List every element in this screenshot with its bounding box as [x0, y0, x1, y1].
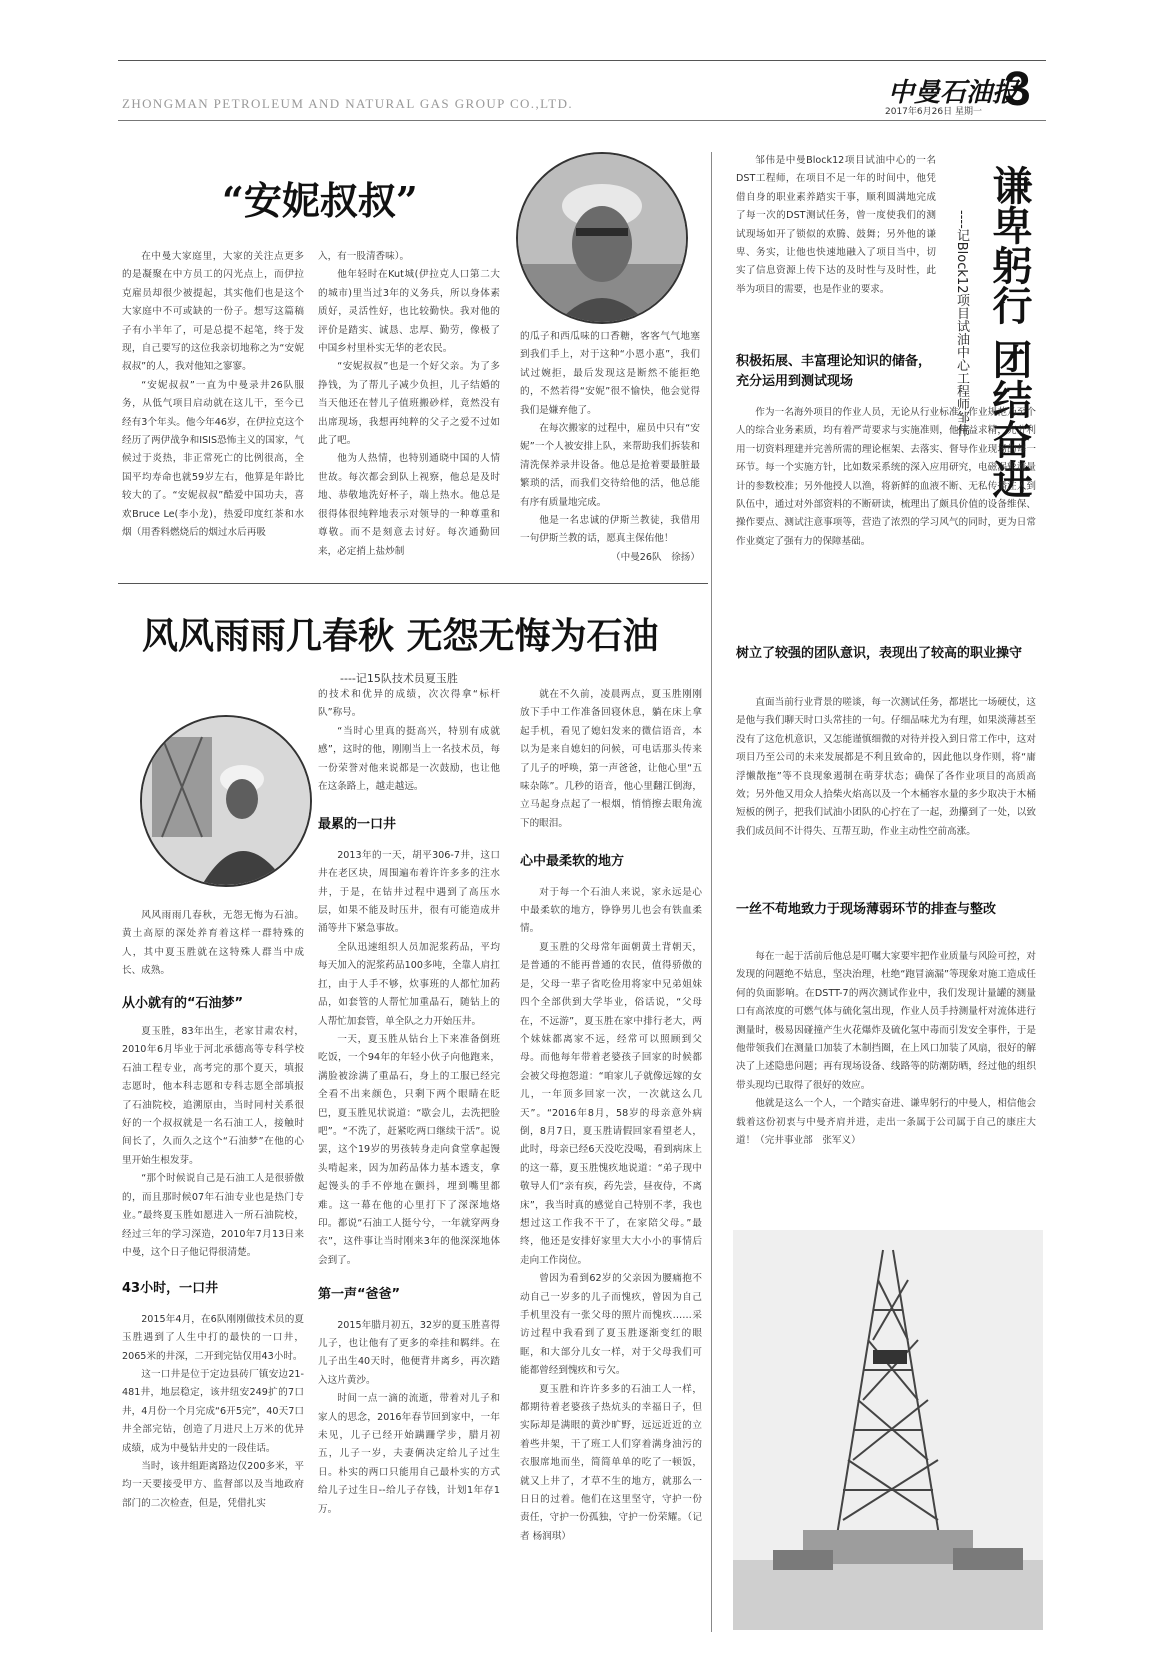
article1-col3 — [520, 328, 700, 567]
paragraph: 当时，该井组距离路边仅200多米，平均一天要接受甲方、监督部以及当地政府部门的二次检查，但是，凭借扎实 — [122, 1460, 304, 1509]
article3-intro — [736, 152, 936, 299]
article3-heading-1: 积极拓展、丰富理论知识的储备，充分运用到测试现场 — [736, 354, 932, 389]
paragraph: 他是一名忠诚的伊斯兰教徒，我借用一句伊斯兰教的话，愿真主保佑他！ — [520, 515, 700, 545]
paragraph: “安妮叔叔”也是一个好父亲。为了多挣钱，为了帮儿子减少负担，儿子结婚的当天他还在替儿子值班搬砂样，竟然没有出席现场，我想再纯粹的父子之爱不过如此了吧。 — [318, 361, 500, 447]
newspaper-brand: 中曼石油报 — [888, 78, 1019, 108]
paragraph: 夏玉胜和许许多多的石油工人一样，都期待着老婆孩子热炕头的幸福日子，但实际却是满眼的黄沙旷野，远远近近的立着些井架，干了班工人们穿着满身油污的衣服席地而坐，简简单单的吃了一顿饭，就又上井了，才草不生的地方，就那么一日日的过着。他们在这里坚守，守护一份责任，守护一份孤独，守护一份荣耀。（记者 杨润琪） — [520, 1383, 702, 1542]
paragraph: 在每次搬家的过程中，雇员中只有“安妮”一个人被安排上队，来帮助我们拆装和清洗保养录井设备。他总是抢着要最脏最繁琐的活，而我们交待给他的活，他总能有序有质量地完成。 — [520, 423, 700, 508]
section-heading-43hours: 43小时，一口井 — [122, 1281, 219, 1297]
top-rule — [118, 60, 1046, 61]
paragraph: 就在不久前，凌晨两点，夏玉胜刚刚放下手中工作准备回寝休息，躺在床上拿起手机，看见了媳妇发来的微信语音，本以为是来自媳妇的问候，可电话那头传来了儿子的呼唤，第一声爸爸，让他心里“五味杂陈”。几秒的语音，他心里翻江倒海，立马起身点起了一根烟，悄悄擦去眼角流下的眼泪。 — [520, 689, 702, 829]
column-divider — [711, 152, 712, 1632]
article3-title: 谦卑躬行 团结奋进 — [986, 165, 1033, 499]
header-rule — [118, 120, 1046, 121]
section-divider — [118, 583, 708, 584]
paragraph: “那个时候说自己是石油工人是很骄傲的，而且那时候07年石油专业也是热门专业。”最终夏玉胜如愿进入一所石油院校，经过三年的学习深造，2010年7月13日来中曼，这个日子他记得很清楚。 — [122, 1173, 304, 1258]
paragraph: “当时心里真的挺高兴，特别有成就感”，这时的他，刚刚当上一名技术员，每一份荣誉对他来说都是一次鼓励，也让他在这条路上，越走越远。 — [318, 725, 500, 793]
section-heading-dream: 从小就有的“石油梦” — [122, 995, 244, 1011]
page-number: 3 — [1004, 63, 1031, 116]
paragraph: 每在一起于活前后他总是叮嘱大家要牢把作业质量与风险可控，对发现的问题绝不姑息，坚决治理，杜绝“跑冒滴漏”等现象对施工造成任何的负面影响。在DSTT-7的两次测试作业中，我们发现计量罐的测量口有高浓度的可燃气体与硫化氢出现，作业人员手持测量杆对流体进行测量时，极易因碰撞产生火花爆炸及硫化氢中毒而引发安全事件，于是他带领我们在测量口加装了木制挡圈，在上风口加装了风扇，很好的解决了上述隐患问题；再有现场设备、线路等的防潮防晒，经过他的组织带头现均已取得了很好的效应。 — [736, 951, 1036, 1091]
paragraph: 夏玉胜的父母常年面朝黄土背朝天，是普通的不能再普通的农民，值得骄傲的是，父母一辈子省吃俭用将家中兄弟姐妹四个全部供到大学毕业，俗话说，“父母在，不远游”，夏玉胜在家中排行老大，两个妹妹都离家不远，经常可以照顾到父母。而他每年带着老婆孩子回家的时候都会被父母抱怨道：“咱家儿子就像远嫁的女儿，一年顶多回家一次，一次就这么几天”。“2016年8月，58岁的母亲意外病倒，8月7日，夏玉胜请假回家看望老人，此时，母亲已经6天没吃没喝，看到病床上的这一幕，夏玉胜愧疚地说道：“弟子现中敬导人们“亲有疾，药先尝，昼夜侍，不离床”，我当时真的感觉自己特别不孝，我也想过这工作我不干了，在家陪父母。”最终，他还是安排好家里大大小小的事情后走向工作岗位。 — [520, 941, 702, 1266]
article3-heading-3: 一丝不苟地致力于现场薄弱环节的排查与整改 — [736, 902, 997, 917]
paragraph: 作为一名海外项目的作业人员，无论从行业标准、作业规范乃至个人的综合业务素质，均有着严苛要求与实施准则，他精益求精，充分利用一切资料理建并完善所需的理论框架、去落实、督导作业现场的每一环节。每一个实施方针，比如数采系统的深入应用研究，电磁涡轮流量计的参数校准；另外他授人以渔，将新鲜的血液不断、无私传播注入到队伍中，通过对外部资料的不断研读，梳理出了颇具价值的设备维保、操作要点、测试注意事项等，营造了浓烈的学习风气的同时，更为日常作业奠定了强有力的保障基础。 — [736, 407, 1036, 547]
paragraph: 2015年腊月初五，32岁的夏玉胜喜得儿子，也让他有了更多的牵挂和羁绊。在儿子出生40天时，他便背井离乡，再次踏入这片黄沙。 — [318, 1319, 500, 1386]
section-heading-dad: 第一声“爸爸” — [318, 1287, 401, 1303]
paragraph: 这一口井是位于定边县砖厂镇安边21-481井，地层稳定，该井纽安249扩的7口井，4月份一个月完成“6开5完”，40天7口井全部完钻，创造了月进尺上万米的优异成绩，成为中曼钻井史的一段佳话。 — [122, 1368, 304, 1454]
article2-col1 — [122, 907, 304, 1513]
drilling-rig-photo — [733, 1230, 1043, 1630]
article1-col1 — [122, 248, 304, 543]
paragraph: 他为人热情，也特别通晓中国的人情世故。每次都会到队上视察，他总是及时地、恭敬地洗好杯子，端上热水。他总是很得体很纯粹地表示对领导的一种尊重和尊敬。而不是刻意去讨好。每次通勤回来，必定捎上盐炒制 — [318, 453, 500, 557]
paragraph: 曾因为看到62岁的父亲因为腰痛抱不动自己一岁多的儿子而愧疚，曾因为自己手机里没有一张父母的照片而愧疚……采访过程中我看到了夏玉胜逐渐变红的眼眶，和大部分儿女一样，对于父母我们可能都曾经到愧疚和亏欠。 — [520, 1273, 702, 1377]
section-heading-tired: 最累的一口井 — [318, 817, 397, 833]
paragraph: 直面当前行业背景的嗟谈，每一次测试任务，都堪比一场硬仗，这是他与我们聊天时口头常挂的一句。仔细品味尤为有理，如果淡薄甚至没有了这危机意识，又怎能谨慎细微的对待并投入到日常工作中，这对项目乃至公司的未来发展都是不利且致命的，因此他以身作则，将“庸浮懒散拖”等不良现象遏制在萌芽状态；确保了各作业项目的高质高效；另外他又用众人拾柴火焰高以及一个木桶容水量的多少取决于木桶短板的例子，把我们试油小团队的心拧在了一起，劲攥到了一处，以致我们成员间不计得失、互帮互助，作业主动性空前高涨。 — [736, 697, 1036, 837]
paragraph: 对于每一个石油人来说，家永远是心中最柔软的地方，铮铮男儿也会有铁血柔情。 — [520, 886, 702, 935]
paragraph: 夏玉胜，83年出生，老家甘肃农村，2010年6月毕业于河北承德高等专科学校石油工程专业，高考完的那个夏天，填报志愿时，他本科志愿和专科志愿全部填报了石油院校，追溯原由，当时同村关系很好的一个叔叔就是一名石油工人，接触时间长了，久而久之这个“石油梦”在他的心里开始生根发芽。 — [122, 1026, 304, 1166]
article2-title: 风风雨雨几春秋 无怨无悔为石油 — [142, 615, 659, 657]
article2-photo — [140, 715, 312, 887]
drilling-rig-image — [733, 1230, 1043, 1630]
paragraph: 的瓜子和西瓜味的口香糖，客客气气地塞到我们手上，对于这种“小恩小惠”，我们试过婉拒，最后发现这是断然不能拒绝的，不然若得“安妮”很不愉快，他会觉得我们是嫌弃他了。 — [520, 331, 700, 416]
article3-p1 — [736, 404, 1036, 551]
article3-p2 — [736, 694, 1036, 841]
paragraph: 全队迅速组织人员加泥浆药品，平均每天加入的泥浆药品100多吨，全靠人肩扛扛，由于人手不够，炊事班的人都忙加药品，如套管的人帮忙加重晶石，随钻上的人帮忙加套管，单全队之力开始压井。 — [318, 941, 500, 1027]
article3-p3 — [736, 948, 1036, 1150]
article2-subtitle: ----记15队技术员夏玉胜 — [340, 672, 458, 685]
article1-col2 — [318, 248, 500, 561]
article1-title: “安妮叔叔” — [222, 178, 418, 223]
paragraph: 他就是这么一个人，一个踏实奋进、谦卑躬行的中曼人，相信他会载着这份初衷与中曼齐肩并进，走出一条属于公司属于自己的康庄大道！（完井事业部 张军义） — [736, 1098, 1036, 1147]
issue-date: 2017年6月26日 星期一 — [885, 107, 982, 117]
paragraph: 一天，夏玉胜从钻台上下来准备倒班吃饭，一个94年的年轻小伙子向他跑来，满脸被涂满了重晶石，身上的工服已经完全看不出来颜色，只剩下两个眼睛在眨巴，夏玉胜见状说道：“歇会儿，去洗把脸吧”。“不洗了，赶紧吃两口继续干活”。说罢，这个19岁的男孩转身走向食堂拿起馒头啃起来，因为加药品体力基本透支，拿起馒头的手不停地在颤抖，埋到嘴里都难。这一幕在他的心里打下了深深地烙印。都说“石油工人挺兮兮，一年就穿两身衣”，这件事让当时刚来3年的他深深地体会到了。 — [318, 1033, 500, 1266]
byline: （中曼26队 徐扬） — [611, 551, 700, 563]
article3-heading-2: 树立了较强的团队意识，表现出了较高的职业操守 — [736, 646, 1023, 661]
paragraph: 时间一点一滴的流逝，带着对儿子和家人的思念，2016年春节回到家中，一年未见，儿子已经开始蹒跚学步，腊月初五，儿子一岁，夫妻俩决定给儿子过生日。朴实的两口只能用自己最朴实的方式给儿子过生日--给儿子存钱，计划1年存1万。 — [318, 1393, 500, 1515]
section-heading-soft: 心中最柔软的地方 — [520, 854, 625, 870]
article1-photo — [516, 152, 688, 324]
technician-portrait-image — [142, 717, 310, 885]
company-name-en: ZHONGMAN PETROLEUM AND NATURAL GAS GROUP CO.,LTD. — [122, 96, 574, 111]
paragraph: 在中曼大家庭里，大家的关注点更多的是凝聚在中方员工的闪光点上，而伊拉克雇员却很少被提起，其实他们也是这个大家庭中不可或缺的一份子。想写这篇稿子有小半年了，可是总提不起笔，终于发现，自己要写的这位我亲切地称之为“安妮叔叔”的人，我对他知之寥寥。 — [122, 251, 304, 373]
paragraph: 2015年4月，在6队刚刚做技术员的夏玉胜遇到了人生中打的最快的一口井，2065米的井深，二开到完钻仅用43小时。 — [122, 1313, 304, 1362]
paragraph: “安妮叔叔”一直为中曼录井26队服务，从低气项目启动就在这儿干，至今已经有3个年头。他今年46岁，在伊拉克这个经历了两伊战争和ISIS恐怖主义的国家，气候过于炎热，非正常死亡的比例很高，全国平均寿命也就59岁左右，他算是年龄比较大的了。“安妮叔叔”酷爱中国功夫，喜欢Bruce Le(李小龙)，热爱印度红茶和水烟（用香料燃烧后的烟过水后再吸 — [122, 379, 304, 539]
paragraph: 他年轻时在Kut城(伊拉克人口第二大的城市)里当过3年的义务兵，所以身体素质好，灵活性好，也比较勤快。我对他的评价是踏实、诚恳、忠厚、勤劳，像极了中国乡村里朴实无华的老农民。 — [318, 269, 500, 355]
paragraph: 2013年的一天，胡平306-7井，这口井在老区块，周围遍布着许许多多的注水井，于是，在钻井过程中遇到了高压水层，如果不能及时压井，很有可能造成井涌等井下紧急事故。 — [318, 849, 500, 935]
article2-col2 — [318, 686, 500, 1519]
worker-portrait-image — [518, 154, 686, 322]
paragraph: 的技术和优异的成绩，次次得拿“标杆队”称号。 — [318, 689, 500, 719]
article2-col3 — [520, 686, 702, 1546]
paragraph: 风风雨雨几春秋，无怨无悔为石油。黄土高原的深处养育着这样一群特殊的人，其中夏玉胜就在这特殊人群当中成长、成熟。 — [122, 910, 304, 977]
article3-subtitle: ----记Block12项目试油中心工程师邹伟 — [954, 210, 969, 437]
paragraph: 邹伟是中曼Block12项目试油中心的一名DST工程师，在项目不足一年的时间中，他凭借自身的职业素养踏实干事，顺利圆满地完成了每一次的DST测试任务，曾一度使我们的测试现场如开了锁似的欢腾、鼓舞；另外他的谦卑、务实，让他也快速地融入了项目当中，切实了信息资源上传下达的及时性与及时性，此举为项目的需要，也是作业的要求。 — [736, 155, 936, 295]
paragraph: 入，有一股清香味）。 — [318, 251, 410, 262]
